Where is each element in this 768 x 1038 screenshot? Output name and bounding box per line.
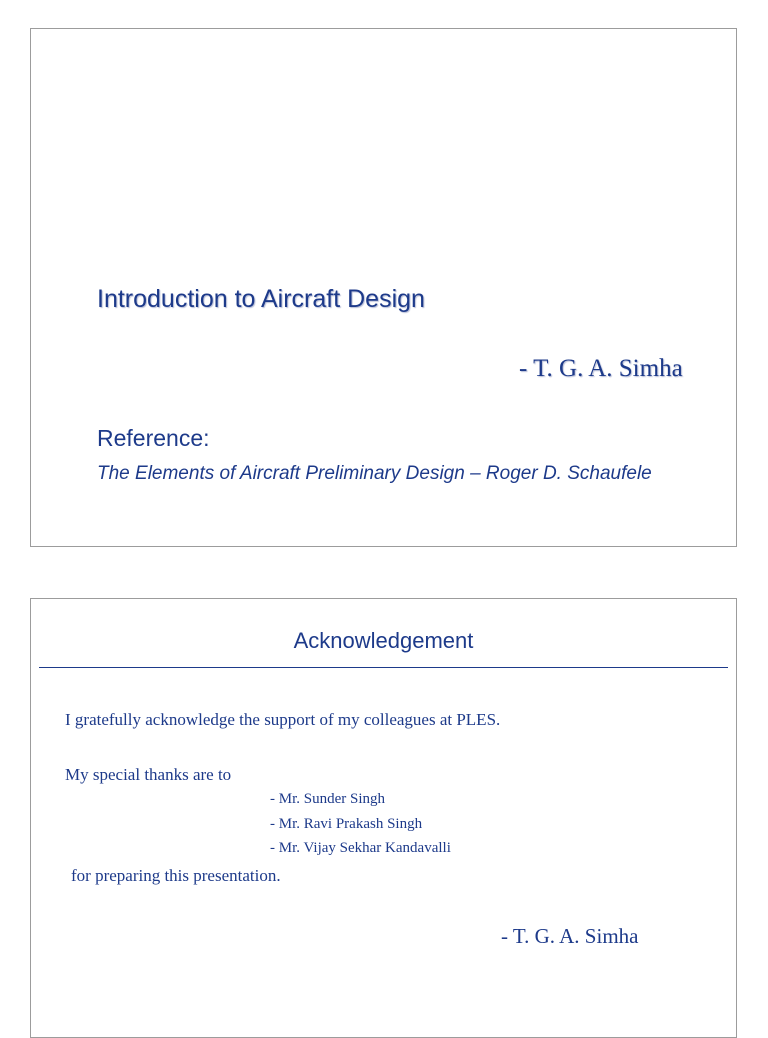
- acknowledgement-line: I gratefully acknowledge the support of my colleagues at PLES.: [65, 710, 501, 729]
- thanks-reason: for preparing this presentation.: [71, 866, 281, 885]
- thanks-item: - Mr. Ravi Prakash Singh: [270, 816, 423, 832]
- acknowledgement-title: Acknowledgement: [293, 628, 474, 653]
- presentation-title: Introduction to Aircraft Design: [97, 285, 425, 313]
- thanks-item: - Mr. Vijay Sekhar Kandavalli: [270, 840, 451, 856]
- thanks-item: - Mr. Sunder Singh: [270, 791, 386, 807]
- reference-label: Reference:: [97, 425, 210, 451]
- thanks-intro: My special thanks are to: [65, 765, 232, 784]
- title-divider: [39, 667, 728, 668]
- reference-text: The Elements of Aircraft Preliminary Design – Roger D. Schaufele: [97, 463, 652, 484]
- acknowledgement-slide: [30, 598, 737, 1038]
- author-name: - T. G. A. Simha: [519, 355, 683, 382]
- title-slide: [30, 28, 737, 547]
- signature: - T. G. A. Simha: [501, 924, 639, 948]
